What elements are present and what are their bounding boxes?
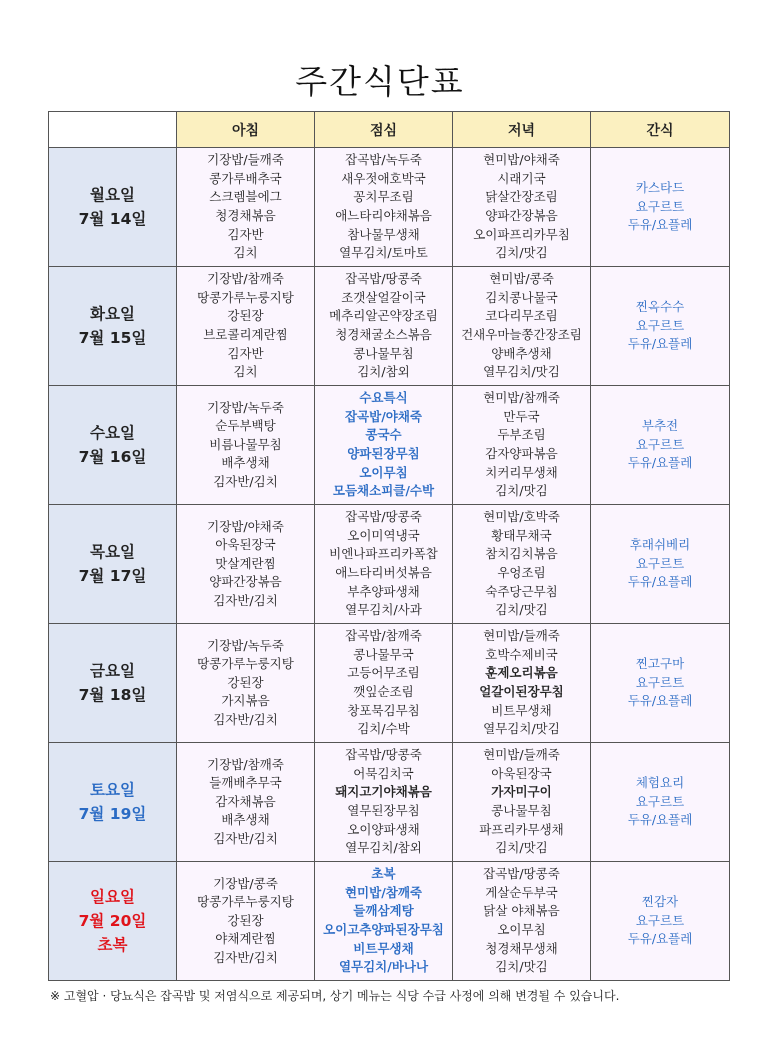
breakfast-cell [177,386,315,505]
menu-item: 참치김치볶음 [485,546,558,562]
day-row [49,148,730,267]
day-row [49,505,730,624]
menu-item: 배추생채 [221,812,270,828]
menu-item: 김치/참외 [357,364,410,380]
menu-item: 호박수제비국 [485,646,558,662]
menu-item: 요구르트 [635,198,685,214]
menu-item: 김치/맛김 [495,840,548,856]
menu-item: 김자반/김치 [213,949,278,965]
menu-item: 황태무채국 [491,527,552,543]
menu-item: 강된장 [227,912,264,928]
menu-item: 애느타리야채볶음 [335,208,432,223]
day-cell [49,624,177,743]
menu-item: 두유/요플레 [627,931,693,947]
menu-body [49,148,730,981]
menu-item: 새우젓애호박국 [341,170,426,186]
menu-item: 부추전 [641,418,679,434]
menu-item: 요구르트 [635,317,685,333]
menu-item: 기장밥/들깨죽 [207,152,284,168]
lunch-cell [315,267,453,386]
menu-item: 치커리무생채 [485,464,558,480]
menu-item: 애느타리버섯볶음 [335,565,432,580]
weekly-menu-table [48,111,730,981]
breakfast-cell [177,505,315,624]
menu-item: 양파간장볶음 [485,208,558,223]
menu-item: 김자반/김치 [213,473,278,489]
header-row [49,112,730,148]
menu-item: 만두국 [503,408,540,424]
snack-cell [591,624,730,743]
menu-item: 조갯살얼갈이국 [341,289,426,305]
menu-item: 김치/수박 [357,721,410,737]
menu-item: 아욱된장국 [491,765,552,781]
breakfast-cell [177,743,315,862]
menu-item: 숙주당근무침 [485,583,558,599]
menu-item: 청경채볶음 [215,208,276,223]
menu-item: 잡곡밥/녹두죽 [345,152,422,168]
menu-item: 오이미역냉국 [347,527,420,543]
menu-item: 현미밥/호박죽 [483,509,560,525]
dinner-cell [453,148,591,267]
menu-item: 코다리무조림 [485,308,558,324]
header-breakfast: 아침 [177,112,315,148]
menu-item: 맛살계란찜 [215,555,276,571]
menu-item: 김자반/김치 [213,711,278,727]
menu-item: 요구르트 [635,436,685,452]
menu-item: 파프리카무생채 [479,821,564,837]
menu-item: 잡곡밥/참깨죽 [345,628,422,644]
menu-item: 후래쉬베리 [629,537,691,553]
breakfast-cell [177,267,315,386]
menu-item: 콩나물무침 [491,803,552,818]
menu-item: 부추양파생채 [347,583,420,599]
menu-item: 게살순두부국 [485,884,558,900]
menu-item: 두유/요플레 [627,693,693,709]
day-cell [49,862,177,981]
menu-item: 양파간장볶음 [209,574,282,590]
menu-item: 우엉조림 [497,565,546,580]
menu-item: 현미밥/들깨죽 [483,747,560,763]
menu-item: 콩가루배추국 [209,170,282,186]
dinner-cell [453,743,591,862]
day-name: 월요일 [90,186,135,204]
menu-item: 현미밥/들깨죽 [483,628,560,644]
menu-item: 열무김치/맛김 [483,364,560,380]
lunch-cell [315,505,453,624]
day-cell [49,743,177,862]
menu-item: 열무김치/바나나 [338,959,429,975]
menu-item: 아욱된장국 [215,537,276,553]
menu-item: 얼갈이된장무침 [479,684,564,699]
menu-item: 김자반 [227,345,264,361]
footnote: ※ 고혈압 · 당뇨식은 잡곡밥 및 저염식으로 제공되며, 상기 메뉴는 식당 수급 사정에 의해 변경될 수 있습니다. [50,989,620,1003]
lunch-cell [315,624,453,743]
menu-item: 체험요리 [635,775,685,791]
snack-cell [591,743,730,862]
menu-item: 돼지고기야채볶음 [335,784,432,800]
lunch-cell [315,148,453,267]
day-date: 7월 20일 [78,912,147,930]
day-extra: 초복 [97,936,128,954]
menu-item: 초복 [371,866,396,882]
header-corner [49,112,177,148]
menu-item: 열무김치/토마토 [339,245,428,261]
menu-item: 청경채굴소스볶음 [335,327,432,342]
lunch-cell [315,862,453,981]
menu-item: 두부조림 [497,427,546,443]
menu-item: 두유/요플레 [627,812,693,828]
menu-item: 어묵김치국 [353,765,414,781]
breakfast-cell [177,862,315,981]
menu-item: 열무김치/맛김 [483,721,560,737]
day-row [49,267,730,386]
menu-item: 닭살 야채볶음 [483,903,560,919]
menu-item: 닭살간장조림 [485,189,558,205]
menu-item: 두유/요플레 [627,574,693,590]
menu-item: 찐옥수수 [635,299,685,315]
menu-item: 강된장 [227,308,264,324]
dinner-cell [453,505,591,624]
menu-item: 들깨배추무국 [209,775,282,791]
menu-item: 김치/맛김 [495,245,548,261]
menu-item: 두유/요플레 [627,455,693,471]
dinner-cell [453,862,591,981]
menu-item: 요구르트 [635,912,685,928]
menu-item: 현미밥/참깨죽 [483,390,560,406]
day-row [49,862,730,981]
menu-item: 훈제오리볶음 [485,665,558,681]
menu-item: 요구르트 [635,555,685,571]
menu-item: 카스타드 [635,180,685,196]
menu-item: 감자채볶음 [215,793,276,809]
day-name: 금요일 [90,662,135,680]
menu-item: 열무김치/참외 [345,840,422,856]
breakfast-cell [177,148,315,267]
menu-item: 건새우마늘쫑간장조림 [461,327,582,342]
menu-item: 김치 [233,245,258,261]
menu-item: 시래기국 [497,170,546,186]
menu-item: 기장밥/참깨죽 [207,756,284,772]
menu-item: 비름나물무침 [209,436,282,452]
menu-item: 메추리알곤약장조림 [329,308,438,324]
menu-item: 들깨삼계탕 [353,903,414,919]
menu-item: 오이무침 [359,464,408,480]
snack-cell [591,862,730,981]
menu-item: 모듬채소피클/수박 [332,483,435,499]
menu-item: 잡곡밥/야채죽 [344,408,423,424]
day-name: 목요일 [90,543,135,561]
snack-cell [591,267,730,386]
day-row [49,624,730,743]
snack-cell [591,505,730,624]
day-cell [49,267,177,386]
menu-item: 오이파프리카무침 [473,226,570,242]
header-lunch: 점심 [315,112,453,148]
menu-item: 땅콩가루누룽지탕 [197,656,294,672]
menu-item: 기장밥/참깨죽 [207,271,284,287]
menu-item: 잡곡밥/땅콩죽 [483,866,560,882]
menu-item: 잡곡밥/땅콩죽 [345,271,422,287]
menu-item: 오이무침 [497,922,546,937]
header-dinner: 저녁 [453,112,591,148]
menu-item: 김자반/김치 [213,592,278,608]
dinner-cell [453,267,591,386]
menu-item: 감자양파볶음 [485,446,558,461]
menu-item: 양파된장무침 [347,446,420,461]
day-name: 수요일 [90,424,135,442]
menu-item: 가지볶음 [221,693,270,709]
menu-item: 비트무생채 [491,702,552,718]
lunch-cell [315,386,453,505]
day-date: 7월 14일 [78,210,147,228]
menu-item: 양배추생채 [491,345,552,361]
menu-item: 기장밥/녹두죽 [207,637,284,653]
menu-item: 기장밥/콩죽 [213,875,278,891]
dinner-cell [453,624,591,743]
menu-item: 순두부백탕 [215,418,276,434]
day-row [49,743,730,862]
day-cell [49,148,177,267]
breakfast-cell [177,624,315,743]
menu-item: 기장밥/녹두죽 [207,399,284,415]
day-row [49,386,730,505]
menu-item: 꽁치무조림 [353,189,414,205]
snack-cell [591,148,730,267]
menu-item: 열무김치/사과 [345,602,422,618]
menu-item: 기장밥/야채죽 [207,518,284,534]
menu-item: 수요특식 [359,390,408,406]
menu-item: 깻잎순조림 [353,684,414,699]
day-date: 7월 18일 [78,686,147,704]
day-cell [49,386,177,505]
day-cell [49,505,177,624]
menu-item: 김치콩나물국 [485,289,558,305]
menu-item: 야채계란찜 [215,931,276,947]
day-name: 일요일 [90,888,135,906]
menu-item: 스크렘블에그 [209,189,282,205]
header-snack: 간식 [591,112,730,148]
menu-item: 찐감자 [641,894,679,910]
menu-item: 김치 [233,364,258,380]
menu-item: 열무된장무침 [347,803,420,818]
menu-item: 김치/맛김 [495,959,548,975]
menu-item: 참나물무생채 [347,226,420,242]
dinner-cell [453,386,591,505]
day-name: 화요일 [90,305,135,323]
menu-item: 김자반 [227,226,264,242]
day-date: 7월 16일 [78,448,147,466]
menu-item: 잡곡밥/땅콩죽 [345,747,422,763]
snack-cell [591,386,730,505]
menu-item: 강된장 [227,674,264,690]
menu-item: 현미밥/콩죽 [489,271,554,287]
day-date: 7월 17일 [78,567,147,585]
day-date: 7월 19일 [78,805,147,823]
menu-item: 브로콜리계란찜 [203,327,288,342]
menu-item: 두유/요플레 [627,217,693,233]
menu-item: 콩나물무국 [353,646,414,662]
menu-item: 오이양파생채 [347,821,420,837]
menu-item: 땅콩가루누룽지탕 [197,289,294,305]
menu-item: 창포묵김무침 [347,702,420,718]
menu-item: 콩국수 [365,427,402,443]
page-title: 주간식단표 [295,62,465,101]
menu-item: 오이고추양파된장무침 [323,922,444,937]
menu-item: 배추생채 [221,455,270,471]
menu-item: 가자미구이 [491,784,552,800]
menu-item: 청경채무생채 [485,940,558,956]
menu-item: 요구르트 [635,674,685,690]
day-name: 토요일 [90,781,135,799]
menu-item: 김자반/김치 [213,830,278,846]
menu-item: 요구르트 [635,793,685,809]
menu-item: 비트무생채 [353,940,414,956]
menu-item: 콩나물무침 [353,345,414,361]
menu-item: 김치/맛김 [495,483,548,499]
menu-item: 찐고구마 [635,656,685,672]
menu-item: 고등어무조림 [347,665,420,681]
menu-item: 땅콩가루누룽지탕 [197,894,294,910]
menu-item: 두유/요플레 [627,336,693,352]
menu-item: 비엔나파프리카폭찹 [329,546,438,562]
day-date: 7월 15일 [78,329,147,347]
lunch-cell [315,743,453,862]
menu-item: 잡곡밥/땅콩죽 [345,509,422,525]
menu-item: 김치/맛김 [495,602,548,618]
menu-item: 현미밥/야채죽 [483,152,560,168]
menu-item: 현미밥/참깨죽 [344,884,423,900]
